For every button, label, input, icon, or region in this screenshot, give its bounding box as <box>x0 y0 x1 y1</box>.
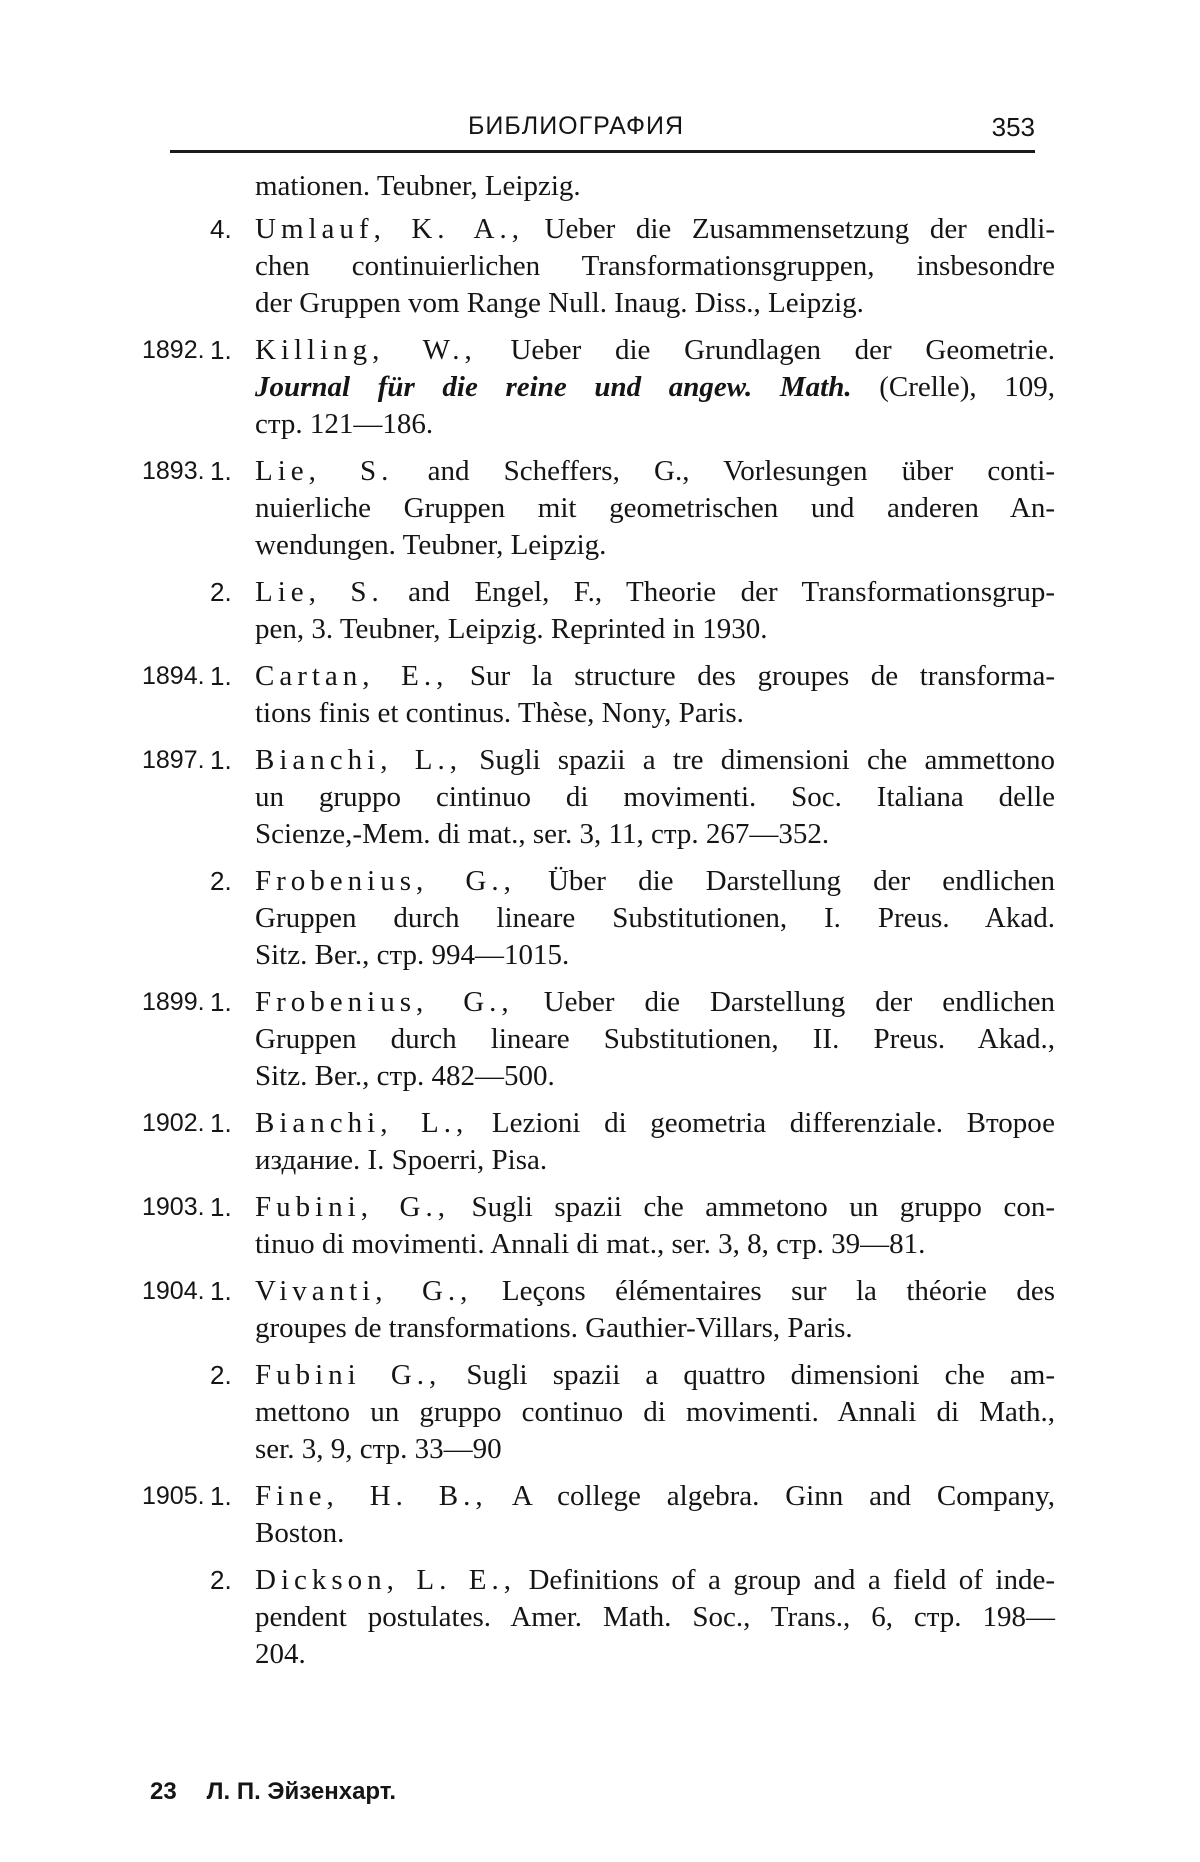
entry-line: (Crelle), 109, <box>879 371 1055 403</box>
entry-line: Ueber die Darstellung der endlichen <box>544 986 1055 1018</box>
entry-number: 1. <box>210 1105 232 1142</box>
journal-title: Journal für die reine und angew. Math. <box>255 371 852 403</box>
entry-author: Vivanti, G., <box>255 1275 472 1307</box>
entry-line: A college algebra. Ginn and Company, <box>512 1480 1055 1512</box>
bibliography-entry <box>150 863 1055 974</box>
entry-year: 1899. <box>142 984 205 1021</box>
entry-author: Fubini G., <box>255 1359 441 1391</box>
entry-author: Killing, W., <box>255 334 477 366</box>
bibliography-entry <box>150 742 1055 853</box>
entry-author: Fine, H. B., <box>255 1480 488 1512</box>
bibliography-entry <box>150 1105 1055 1179</box>
entry-line: Ueber die Grundlagen der Geometrie. <box>510 334 1055 366</box>
entry-line: Definitions of a group and a field of inde- <box>528 1564 1055 1596</box>
entry-author: Lie, S. <box>255 576 384 608</box>
entry-number: 2. <box>210 863 232 900</box>
entry-line: wendungen. Teubner, Leipzig. <box>255 527 1055 564</box>
bibliography-entry <box>150 211 1055 322</box>
entry-year: 1902. <box>142 1105 205 1142</box>
entry-line: Gruppen durch lineare Substitutionen, II. Preus. Akad., <box>255 1021 1055 1058</box>
entry-line: Sitz. Ber., стр. 994—1015. <box>255 937 1055 974</box>
entry-year: 1893. <box>142 453 205 490</box>
entry-line: Gruppen durch lineare Substitutionen, I. Preus. Akad. <box>255 900 1055 937</box>
footer-author: Л. П. Эйзенхарт. <box>207 1778 396 1805</box>
entry-line: tinuo di movimenti. Annali di mat., ser. 3, 8, стр. 39—81. <box>255 1226 1055 1263</box>
bibliography-entry <box>150 984 1055 1095</box>
entry-year: 1894. <box>142 658 205 695</box>
entry-line: groupes de transformations. Gauthier-Villars, Paris. <box>255 1310 1055 1347</box>
entry-line: nuierliche Gruppen mit geometrischen und anderen An- <box>255 490 1055 527</box>
entry-line: Sur la structure des groupes de transforma- <box>470 660 1055 692</box>
entry-author: Fubini, G., <box>255 1191 450 1223</box>
entry-author: Lie, S. <box>255 455 393 487</box>
entry-line: and Engel, F., Theorie der Transformationsgrup- <box>408 576 1055 608</box>
bibliography-entry <box>150 168 1055 205</box>
entry-author: Dickson, L. E., <box>255 1564 516 1596</box>
entry-line: pen, 3. Teubner, Leipzig. Reprinted in 1930. <box>255 611 1055 648</box>
entry-number: 1. <box>210 332 232 369</box>
entry-author: Bianchi, L., <box>255 744 462 776</box>
entry-author: Bianchi, L., <box>255 1107 468 1139</box>
entry-number: 1. <box>210 1189 232 1226</box>
entry-line: Ueber die Zusammensetzung der endli- <box>545 213 1056 245</box>
entry-line: Sitz. Ber., стр. 482—500. <box>255 1058 1055 1095</box>
bibliography-entry <box>150 574 1055 648</box>
entry-year: 1905. <box>142 1478 205 1515</box>
entry-line: un gruppo cintinuo di movimenti. Soc. Italiana delle <box>255 779 1055 816</box>
entry-number: 1. <box>210 1273 232 1310</box>
entry-line: mationen. Teubner, Leipzig. <box>255 168 1055 205</box>
entry-number: 4. <box>210 211 232 248</box>
bibliography-entry <box>150 658 1055 732</box>
entry-line: Boston. <box>255 1515 1055 1552</box>
bibliography-entry <box>150 1189 1055 1263</box>
entry-line: pendent postulates. Amer. Math. Soc., Trans., 6, стр. 198— <box>255 1599 1055 1636</box>
entry-line: and Scheffers, G., Vorlesungen über conti- <box>428 455 1055 487</box>
entry-line: mettono un gruppo continuo di movimenti. Annali di Math., <box>255 1394 1055 1431</box>
page <box>0 0 1200 1862</box>
entry-year: 1892. <box>142 332 205 369</box>
bibliography-entry <box>150 453 1055 564</box>
entry-number: 1. <box>210 658 232 695</box>
entry-author: Frobenius, G., <box>255 865 516 897</box>
entry-number: 1. <box>210 984 232 1021</box>
bibliography-entry <box>150 1273 1055 1347</box>
running-title: БИБЛИОГРАФИЯ <box>468 112 684 141</box>
entry-line: der Gruppen vom Range Null. Inaug. Diss., Leipzig. <box>255 285 1055 322</box>
bibliography-entry <box>150 1562 1055 1673</box>
bibliography-list <box>150 168 1055 1683</box>
entry-number: 2. <box>210 1562 232 1599</box>
entry-year: 1897. <box>142 742 205 779</box>
entry-line: Sugli spazii a tre dimensioni che ammettono <box>479 744 1055 776</box>
page-footer <box>150 1778 396 1806</box>
entry-line: стр. 121—186. <box>255 406 1055 443</box>
page-number: 353 <box>992 112 1035 143</box>
entry-author: Umlauf, K. A., <box>255 213 524 245</box>
running-header <box>170 104 1035 153</box>
entry-line: ser. 3, 9, стр. 33—90 <box>255 1431 1055 1468</box>
signature-mark: 23 <box>150 1778 200 1806</box>
entry-line: chen continuierlichen Transformationsgruppen, insbesondre <box>255 248 1055 285</box>
entry-line: Sugli spazii che ammetono un gruppo con- <box>472 1191 1055 1223</box>
entry-author: Cartan, E., <box>255 660 448 692</box>
entry-line: Sugli spazii a quattro dimensioni che am- <box>466 1359 1055 1391</box>
entry-year: 1904. <box>142 1273 205 1310</box>
entry-author: Frobenius, G., <box>255 986 514 1018</box>
entry-number: 2. <box>210 574 232 611</box>
entry-year: 1903. <box>142 1189 205 1226</box>
entry-line: Lezioni di geometria differenziale. Второе <box>492 1107 1055 1139</box>
entry-line: Über die Darstellung der endlichen <box>548 865 1055 897</box>
entry-line: 204. <box>255 1636 1055 1673</box>
entry-line: издание. I. Spoerri, Pisa. <box>255 1142 1055 1179</box>
bibliography-entry <box>150 1357 1055 1468</box>
entry-number: 1. <box>210 742 232 779</box>
entry-line: Leçons élémentaires sur la théorie des <box>502 1275 1055 1307</box>
bibliography-entry <box>150 1478 1055 1552</box>
entry-number: 1. <box>210 453 232 490</box>
entry-line: Scienze,-Mem. di mat., ser. 3, 11, стр. 267—352. <box>255 816 1055 853</box>
entry-line: tions finis et continus. Thèse, Nony, Paris. <box>255 695 1055 732</box>
bibliography-entry <box>150 332 1055 443</box>
entry-number: 1. <box>210 1478 232 1515</box>
entry-number: 2. <box>210 1357 232 1394</box>
